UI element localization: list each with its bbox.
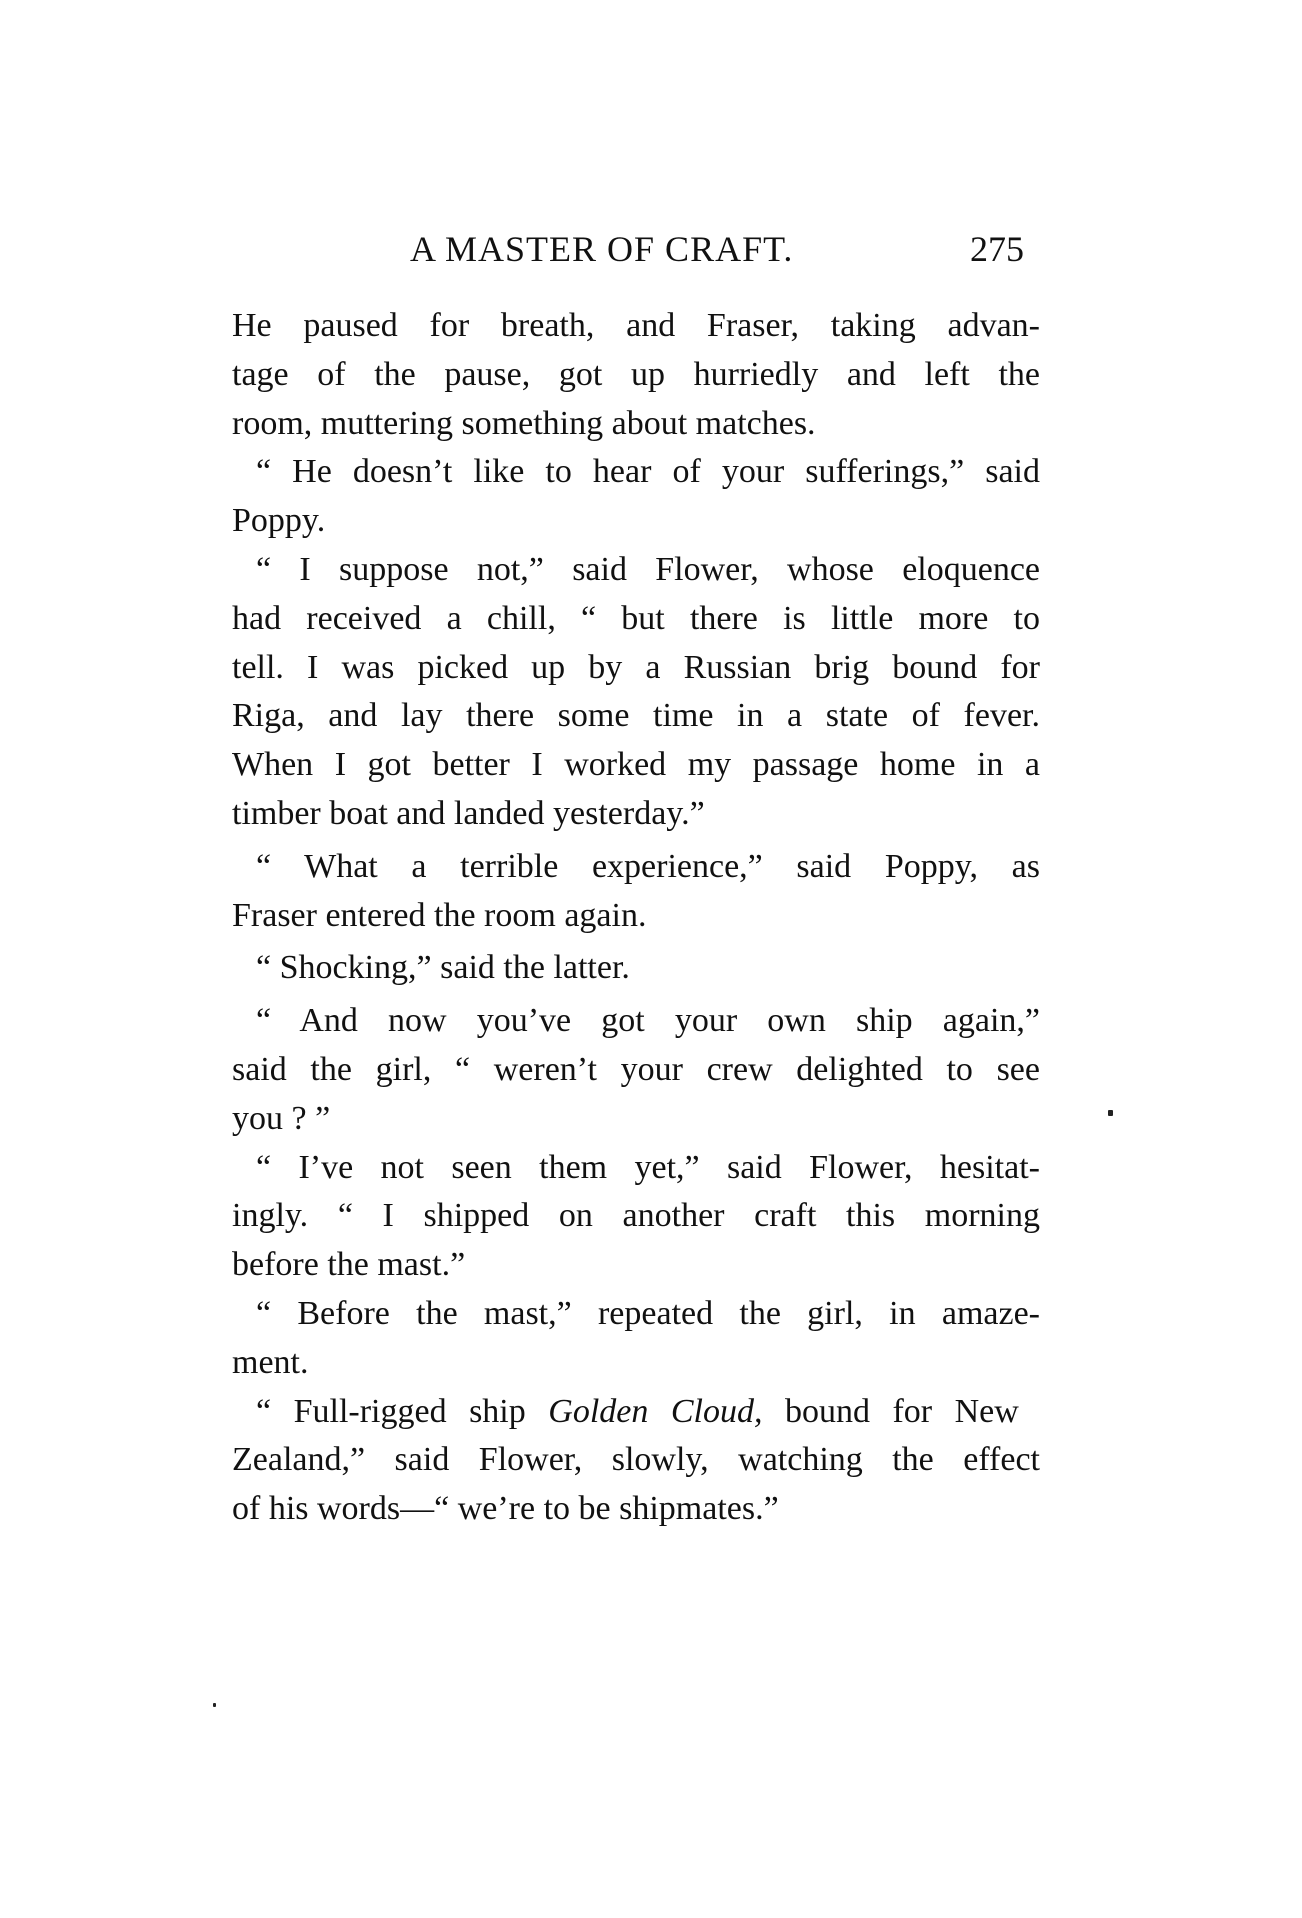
text-line: When I got better I worked my passage home in a [232, 746, 1040, 784]
text-line: tage of the pause, got up hurriedly and left the [232, 355, 1040, 393]
text-line: room, muttering something about matches. [232, 404, 816, 442]
text-line: He paused for breath, and Fraser, taking advan- [232, 307, 1040, 344]
ink-speck [213, 1703, 216, 1707]
text-line: Riga, and lay there some time in a state of fever. [232, 697, 1040, 735]
body-text [232, 302, 1040, 1534]
page-header [410, 228, 1050, 278]
text-line: ingly. “ I shipped on another craft this morning [232, 1197, 1040, 1235]
text-line: before the mast.” [232, 1246, 466, 1284]
text-line-with-ship-name [232, 1388, 1040, 1437]
text-line: “ Shocking,” said the latter. [256, 949, 630, 987]
text-line: tell. I was picked up by a Russian brig bound for [232, 648, 1040, 686]
text-line: said the girl, “ weren’t your crew delighted to see [232, 1050, 1040, 1088]
ship-name: Golden Cloud, [548, 1392, 763, 1430]
text-line: Fraser entered the room again. [232, 896, 647, 934]
text-line: ment. [232, 1343, 309, 1381]
text-line: “ And now you’ve got your own ship again,” [256, 1002, 1040, 1040]
text-line: “ What a terrible experience,” said Poppy, as [256, 847, 1040, 885]
text-line: timber boat and landed yesterday.” [232, 794, 705, 832]
text-line: “ I suppose not,” said Flower, whose eloquence [256, 550, 1040, 588]
text-line: of his words—“ we’re to be shipmates.” [232, 1490, 779, 1528]
text-line: “ Before the mast,” repeated the girl, in amaze- [256, 1294, 1040, 1332]
running-title: A MASTER OF CRAFT. [410, 229, 794, 269]
page-number: 275 [970, 229, 1024, 269]
text-line: “ I’ve not seen them yet,” said Flower, hesitat- [256, 1148, 1040, 1186]
text-line: Poppy. [232, 502, 326, 540]
text-line: had received a chill, “ but there is little more to [232, 599, 1040, 637]
text-line: Zealand,” said Flower, slowly, watching the effect [232, 1441, 1040, 1479]
line-segment: “ Full-rigged ship [256, 1392, 549, 1430]
line-segment: bound for New [762, 1392, 1019, 1430]
text-line: you ? ” [232, 1099, 331, 1137]
text-line: “ He doesn’t like to hear of your sufferings,” said [256, 453, 1040, 491]
ink-speck [1108, 1110, 1113, 1116]
